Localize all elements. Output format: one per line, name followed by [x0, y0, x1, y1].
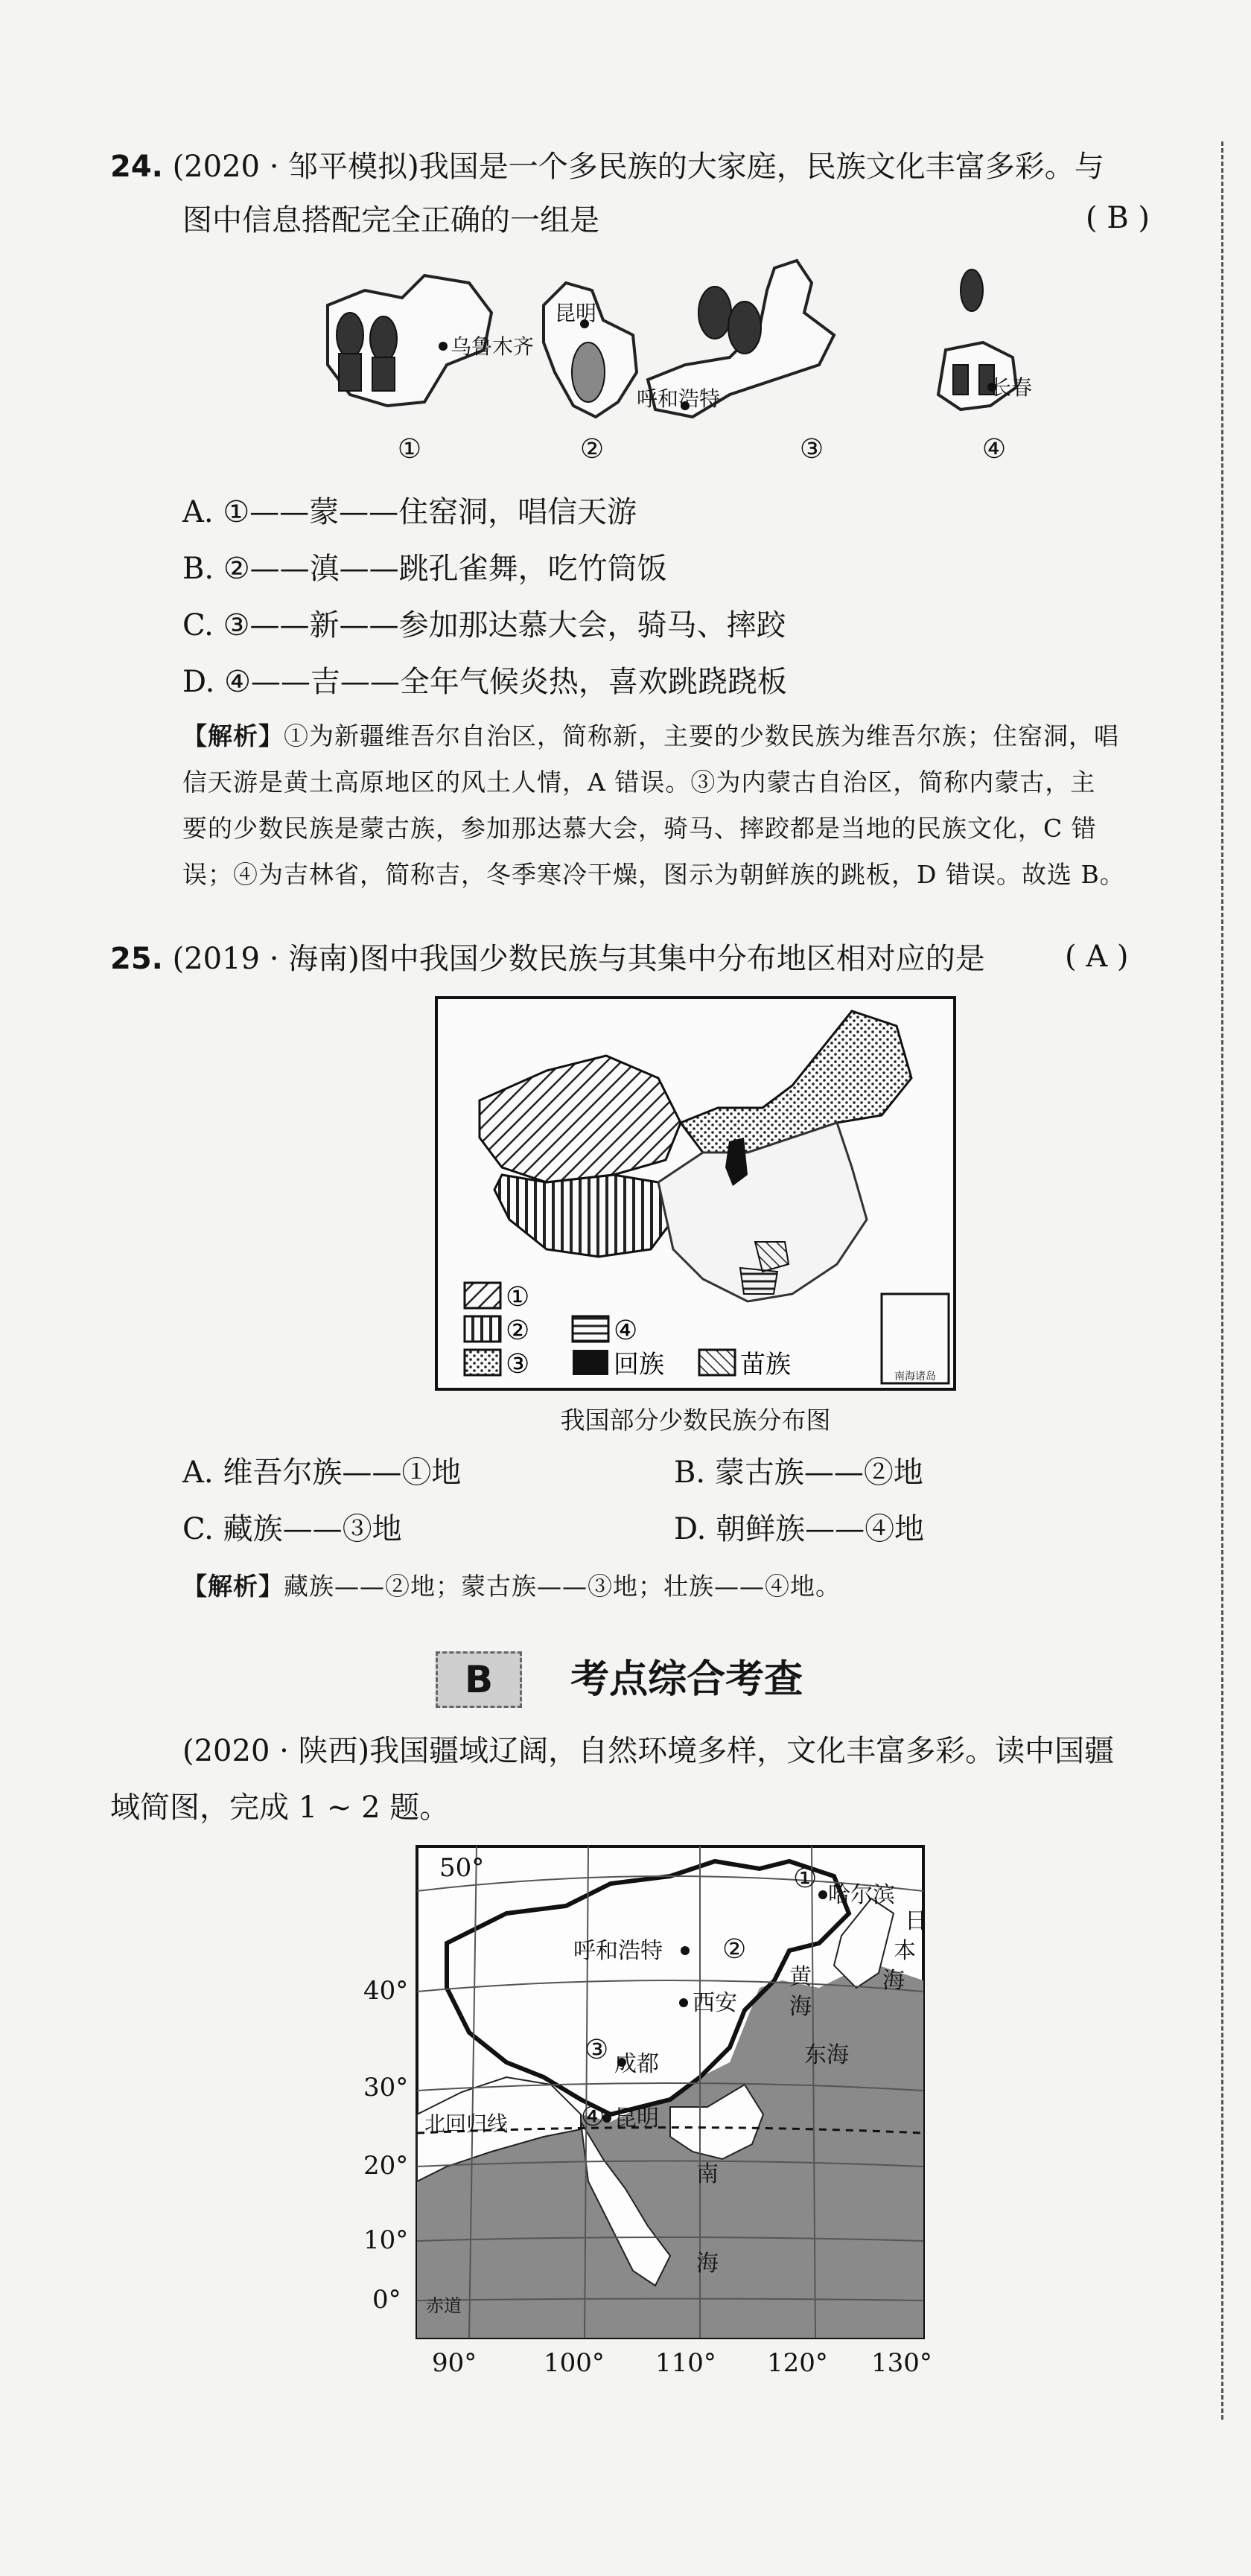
sea-label-hai-2: 海 [789, 1994, 812, 2020]
tropic-label: 北回归线 [424, 2111, 509, 2136]
page-margin-dashed-line [1221, 141, 1223, 2420]
legend-swatch-3 [465, 1350, 500, 1375]
legend-swatch-hui [573, 1350, 608, 1375]
lon-120: 120° [767, 2348, 828, 2378]
q24-analysis-line-1: ①为新疆维吾尔自治区，简称新，主要的少数民族为维吾尔族；住窑洞，唱 [284, 721, 1119, 750]
legend-swatch-1 [465, 1283, 500, 1308]
q24-label-4: ④ [981, 434, 1007, 465]
q25-analysis-tag: 【解析】 [182, 1572, 284, 1601]
inset-label: 南海诸岛 [894, 1371, 936, 1383]
legend-label-miao: 苗族 [740, 1350, 791, 1380]
legend-swatch-miao [699, 1350, 735, 1375]
legend-swatch-4 [573, 1316, 608, 1342]
legend-swatch-2 [465, 1316, 500, 1342]
city-harbin: 哈尔滨 [828, 1882, 895, 1908]
q24-answer: ( B ) [1086, 201, 1150, 235]
lat-40: 40° [363, 1976, 409, 2006]
q25-option-b: B. 蒙古族——②地 [674, 1456, 923, 1490]
city-xian: 西安 [693, 1990, 737, 2016]
q25-line1: (2019 · 海南)图中我国少数民族与其集中分布地区相对应的是 [172, 942, 985, 976]
lon-100: 100° [544, 2348, 605, 2378]
section-title: 考点综合考查 [570, 1657, 803, 1702]
lon-130: 130° [871, 2348, 932, 2378]
city-hohhot: 呼和浩特 [573, 1938, 663, 1964]
q25-stem [110, 931, 1212, 987]
q25-analysis-text: 藏族——②地；蒙古族——③地；壮族——④地。 [284, 1572, 841, 1601]
q25-analysis [182, 1563, 841, 1610]
section-b-header [436, 1651, 803, 1708]
q24-analysis [182, 713, 1210, 898]
marker-3: ③ [585, 2035, 609, 2065]
sea-label-nan: 南 [696, 2161, 719, 2187]
q24-label-3: ③ [799, 434, 824, 465]
marker-4: ④ [581, 2102, 605, 2132]
city-chengdu: 成都 [614, 2051, 659, 2077]
intro-line1: (2020 · 陕西)我国疆域辽阔，自然环境多样，文化丰富多彩。读中国疆 [182, 1734, 1115, 1768]
q24-line2: 图中信息搭配完全正确的一组是 [182, 203, 599, 237]
lon-90: 90° [432, 2348, 477, 2378]
q24-stem [110, 138, 1205, 195]
legend-label-1: ① [506, 1282, 530, 1313]
q24-number: 24. [110, 150, 163, 184]
q24-line1: (2020 · 邹平模拟)我国是一个多民族的大家庭，民族文化丰富多彩。与 [172, 150, 1104, 184]
q25-option-a: A. 维吾尔族——①地 [182, 1456, 462, 1490]
china-territory-map [357, 1839, 953, 2390]
sea-label-ri: 日 [905, 1908, 927, 1934]
q24-city-2: 昆明 [555, 301, 597, 325]
q24-option-c: C. ③——新——参加那达慕大会，骑马、摔跤 [182, 608, 786, 643]
q25-option-c: C. 藏族——③地 [182, 1512, 402, 1546]
q25-map [435, 996, 956, 1391]
lat-0: 0° [372, 2285, 401, 2315]
section-badge: B [436, 1651, 522, 1708]
q24-label-1: ① [397, 434, 422, 465]
intro-line2: 域简图，完成 1 ~ 2 题。 [110, 1791, 450, 1825]
city-kunming: 昆明 [614, 2105, 659, 2132]
q24-analysis-line-2: 信天游是黄土高原地区的风土人情，A 错误。③为内蒙古自治区，简称内蒙古，主 [182, 768, 1096, 797]
q24-analysis-line-4: 误；④为吉林省，简称吉，冬季寒冷干燥，图示为朝鲜族的跳板，D 错误。故选 B。 [182, 860, 1125, 889]
marker-1: ① [793, 1864, 818, 1894]
lat-50: 50° [439, 1853, 485, 1883]
lat-10: 10° [363, 2225, 409, 2255]
legend-label-3: ③ [506, 1349, 530, 1380]
q24-analysis-line-3: 要的少数民族是蒙古族，参加那达慕大会，骑马、摔跤都是当地的民族文化，C 错 [182, 814, 1097, 843]
sea-label-donghai: 东海 [804, 2042, 849, 2068]
region-4 [740, 1268, 777, 1294]
q25-map-caption: 我国部分少数民族分布图 [560, 1406, 831, 1435]
q24-label-2: ② [579, 434, 605, 465]
sea-label-hai-3: 海 [696, 2251, 719, 2277]
q24-option-b: B. ②——滇——跳孔雀舞，吃竹筒饭 [182, 552, 667, 586]
q24-city-1: 乌鲁木齐 [451, 334, 535, 359]
q24-city-4: 长春 [990, 375, 1033, 400]
legend-label-2: ② [506, 1316, 530, 1346]
sea-label-huang: 黄 [789, 1964, 812, 1990]
south-sea-inset [882, 1294, 949, 1383]
legend-label-hui: 回族 [614, 1350, 664, 1380]
q25-number: 25. [110, 942, 163, 976]
lat-30: 30° [363, 2073, 409, 2102]
legend-label-4: ④ [614, 1316, 638, 1346]
equator-label: 赤道 [426, 2295, 462, 2316]
lat-20: 20° [363, 2151, 409, 2181]
q25-answer: ( A ) [1065, 940, 1129, 974]
sea-label-hai-1: 海 [882, 1968, 905, 1994]
marker-2: ② [722, 1934, 747, 1965]
q24-analysis-tag: 【解析】 [182, 721, 284, 750]
lon-110: 110° [655, 2348, 716, 2378]
q25-option-d: D. 朝鲜族——④地 [674, 1512, 925, 1546]
q24-option-d: D. ④——吉——全年气候炎热，喜欢跳跷跷板 [182, 665, 787, 699]
q24-option-a: A. ①——蒙——住窑洞，唱信天游 [182, 495, 637, 529]
sea-label-ben: 本 [894, 1938, 916, 1964]
q24-figure [298, 246, 1042, 469]
q24-city-3: 呼和浩特 [637, 386, 721, 411]
